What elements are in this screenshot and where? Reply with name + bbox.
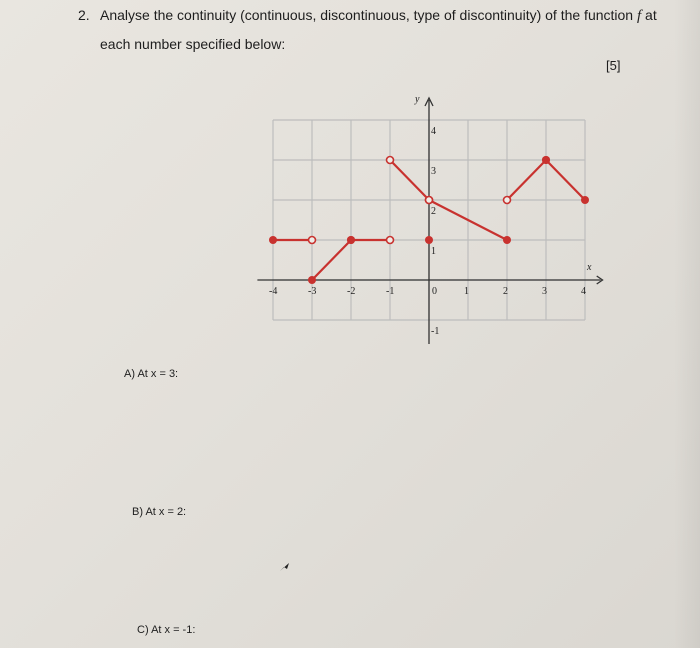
graph-tick-labels — [269, 94, 592, 337]
x-tick-label: 3 — [542, 286, 547, 297]
question-text-end: at — [645, 7, 657, 23]
function-name: f — [636, 8, 642, 24]
part-c-text: At x = -1: — [151, 624, 196, 636]
open-endpoint — [426, 197, 433, 204]
y-tick-label: 3 — [431, 166, 436, 177]
open-endpoint — [387, 237, 394, 244]
part-a-text: At x = 3: — [137, 368, 179, 380]
open-endpoint — [309, 237, 316, 244]
graph-segment — [390, 160, 429, 200]
graph-segment — [507, 160, 546, 200]
part-a — [124, 368, 178, 380]
graph-axes — [257, 98, 602, 344]
x-tick-label: -2 — [347, 286, 356, 297]
x-tick-label: -1 — [386, 286, 395, 297]
y-tick-label: 1 — [431, 246, 436, 257]
closed-endpoint — [503, 236, 511, 244]
x-axis-label: x — [586, 262, 592, 273]
y-tick-label: -1 — [431, 326, 440, 337]
question-text-line2: each number specified below: — [100, 36, 286, 52]
open-endpoint — [504, 197, 511, 204]
marks-badge: [5] — [606, 58, 621, 73]
mouse-cursor-icon — [279, 561, 291, 573]
y-tick-label: 4 — [431, 126, 436, 137]
part-a-label: A) — [124, 368, 135, 380]
graph-segment — [546, 160, 585, 200]
question-text-main: Analyse the continuity (continuous, discontinuous, type of discontinuity) of the function — [100, 7, 634, 23]
closed-endpoint — [269, 236, 277, 244]
y-axis-label: y — [415, 94, 420, 105]
closed-endpoint — [308, 276, 316, 284]
question-number: 2. — [78, 7, 90, 23]
x-tick-label: 2 — [503, 286, 508, 297]
x-tick-label: 4 — [581, 286, 586, 297]
closed-endpoint — [581, 196, 589, 204]
open-endpoint — [387, 157, 394, 164]
closed-endpoint — [542, 156, 550, 164]
part-c — [137, 624, 195, 636]
part-c-label: C) — [137, 624, 149, 636]
y-tick-label: 2 — [431, 206, 436, 217]
part-b — [132, 506, 186, 518]
x-tick-label: 0 — [432, 286, 437, 297]
part-b-text: At x = 2: — [145, 506, 187, 518]
x-tick-label: -3 — [308, 286, 317, 297]
x-tick-label: 1 — [464, 286, 469, 297]
closed-endpoint — [425, 236, 433, 244]
graph-segment — [312, 240, 351, 280]
closed-endpoint — [347, 236, 355, 244]
x-tick-label: -4 — [269, 286, 278, 297]
part-b-label: B) — [132, 506, 143, 518]
